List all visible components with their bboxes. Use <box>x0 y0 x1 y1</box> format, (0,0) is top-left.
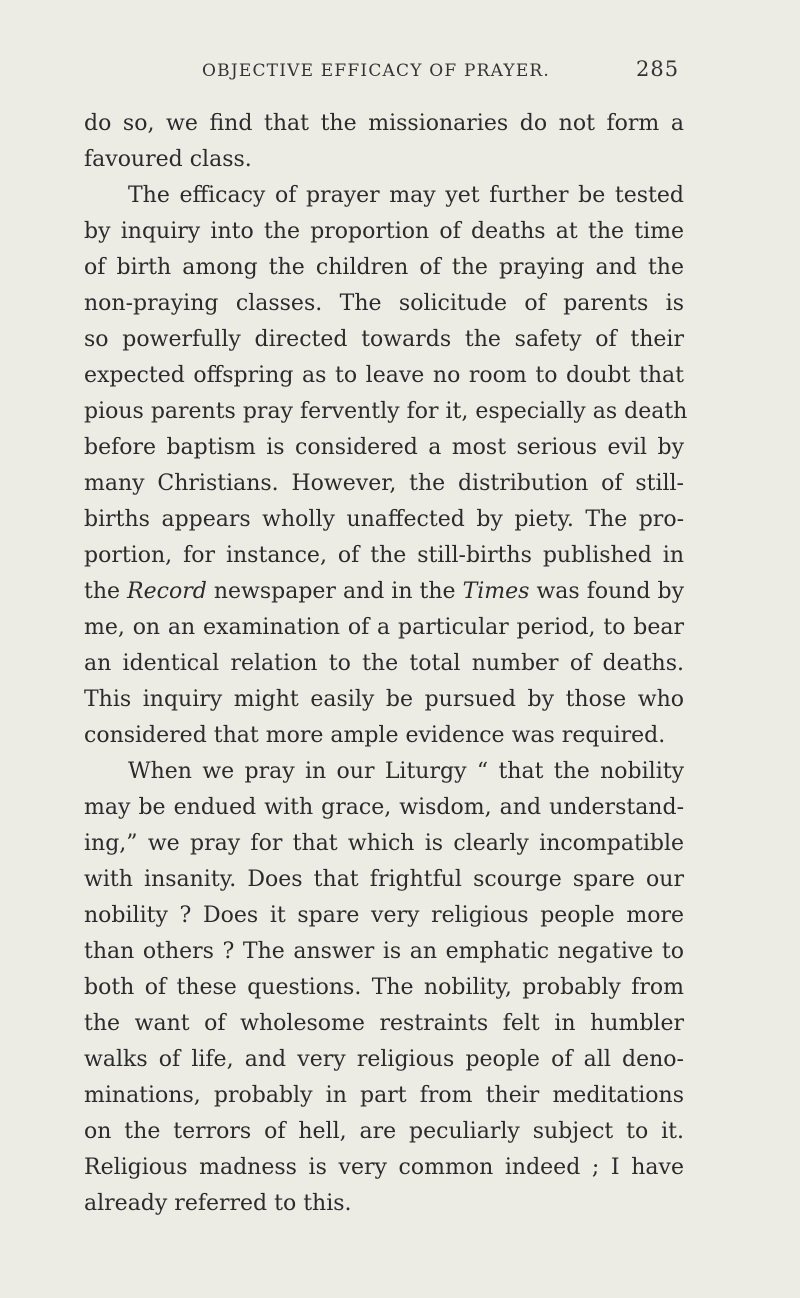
text-line: ing,” we pray for that which is clearly incompatible <box>84 831 684 856</box>
text-line: on the terrors of hell, are peculiarly subject to it. <box>84 1119 684 1144</box>
text-line: of birth among the children of the praying and the <box>84 255 684 280</box>
text-line: This inquiry might easily be pursued by those who <box>84 687 684 712</box>
text-line: before baptism is considered a most serious evil by <box>84 435 684 460</box>
text-line: me, on an examination of a particular period, to bear <box>84 615 684 640</box>
running-title: OBJECTIVE EFFICACY OF PRAYER. <box>202 61 551 81</box>
line-suffix: was found by <box>536 579 685 604</box>
text-line: non-praying classes. The solicitude of parents is <box>84 291 684 316</box>
text-line-with-italics <box>84 574 684 610</box>
text-line: already referred to this. <box>84 1191 352 1216</box>
text-line: considered that more ample evidence was required. <box>84 723 666 748</box>
text-line: pious parents pray fervently for it, especially as death <box>84 399 688 424</box>
text-line: nobility ? Does it spare very religious people more <box>84 903 684 928</box>
text-line: expected offspring as to leave no room to doubt that <box>84 363 684 388</box>
text-line: favoured class. <box>84 147 252 172</box>
text-line: do so, we find that the missionaries do not form a <box>84 111 684 136</box>
text-line: minations, probably in part from their meditations <box>84 1083 684 1108</box>
text-line: by inquiry into the proportion of deaths at the time <box>84 219 684 244</box>
text-line: The efficacy of prayer may yet further be tested <box>128 183 684 208</box>
line-prefix: the <box>84 579 121 604</box>
text-line: than others ? The answer is an emphatic negative to <box>84 939 684 964</box>
text-line: births appears wholly unaffected by piety. The pro- <box>84 507 684 532</box>
text-line: with insanity. Does that frightful scourge spare our <box>84 867 684 892</box>
text-line: the want of wholesome restraints felt in humbler <box>84 1011 684 1036</box>
text-line: Religious madness is very common indeed ; I have <box>84 1155 684 1180</box>
body-text <box>84 106 688 1222</box>
text-line: both of these questions. The nobility, probably from <box>84 975 684 1000</box>
text-line: an identical relation to the total number of deaths. <box>84 651 684 676</box>
line-middle: newspaper and in the <box>213 579 456 604</box>
text-line: portion, for instance, of the still-births published in <box>84 543 684 568</box>
text-line: walks of life, and very religious people of all deno- <box>84 1047 684 1072</box>
text-line: When we pray in our Liturgy “ that the nobility <box>128 759 684 784</box>
page-number: 285 <box>636 57 680 81</box>
text-line: may be endued with grace, wisdom, and understand- <box>84 795 684 820</box>
italic-title-times: Times <box>462 579 530 604</box>
text-line: many Christians. However, the distribution of still- <box>84 471 684 496</box>
italic-title-record: Record <box>127 579 207 604</box>
text-line: so powerfully directed towards the safety of their <box>84 327 684 352</box>
running-head <box>84 57 684 85</box>
